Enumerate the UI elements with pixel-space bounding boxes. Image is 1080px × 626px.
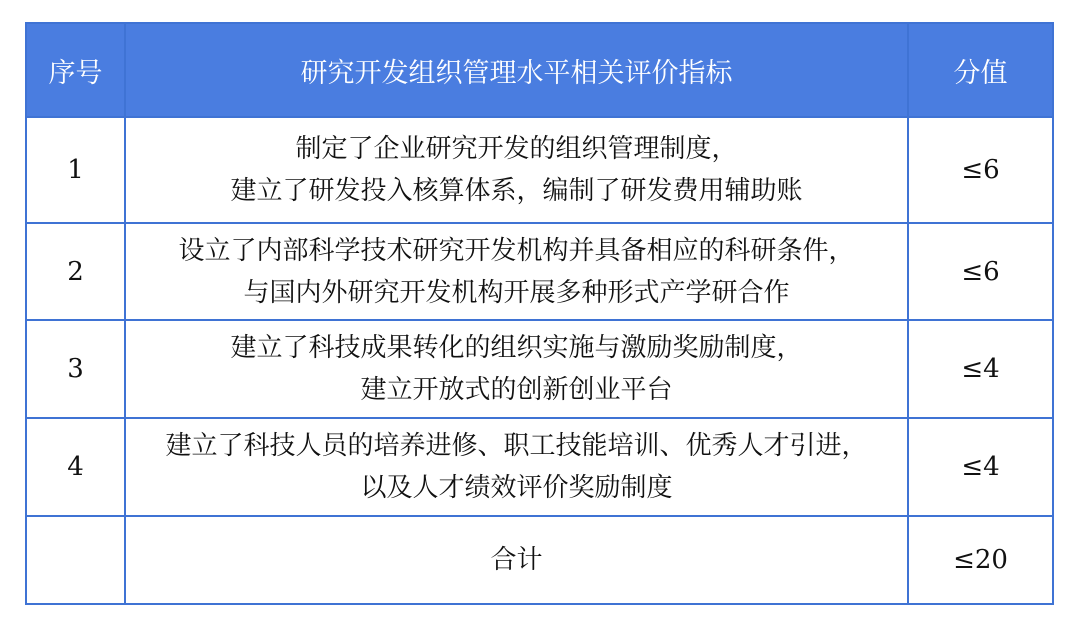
table-row <box>26 418 1053 516</box>
indicator-line: 制定了企业研究开发的组织管理制度， <box>295 134 738 164</box>
indicator-line: 与国内外研究开发机构开展多种形式产学研合作 <box>243 277 790 308</box>
row-score: ≤6 <box>908 223 1053 320</box>
table-row <box>26 117 1053 223</box>
indicator-line: 设立了内部科学技术研究开发机构并具备相应的科研条件， <box>178 235 855 266</box>
row-score: ≤4 <box>908 418 1053 516</box>
total-label: 合计 <box>125 516 908 604</box>
row-indicator <box>125 320 908 418</box>
table-header-row <box>26 23 1053 117</box>
row-no: 1 <box>26 117 125 223</box>
total-score: ≤20 <box>908 516 1053 604</box>
header-score: 分值 <box>908 23 1053 117</box>
indicator-line: 建立开放式的创新创业平台 <box>360 375 673 405</box>
table-row <box>26 223 1053 320</box>
evaluation-table-container <box>25 22 1054 605</box>
row-indicator <box>125 223 908 320</box>
indicator-line: 建立了科技人员的培养进修、职工技能培训、优秀人才引进， <box>165 431 868 461</box>
row-no: 4 <box>26 418 125 516</box>
evaluation-table <box>25 22 1054 605</box>
indicator-line: 以及人才绩效评价奖励制度 <box>360 473 673 503</box>
header-indicator: 研究开发组织管理水平相关评价指标 <box>125 23 908 117</box>
row-no: 2 <box>26 223 125 320</box>
header-no: 序号 <box>26 23 125 117</box>
row-no: 3 <box>26 320 125 418</box>
indicator-line: 建立了研发投入核算体系，编制了研发费用辅助账 <box>230 176 803 206</box>
indicator-line: 建立了科技成果转化的组织实施与激励奖励制度， <box>230 333 803 363</box>
row-indicator <box>125 418 908 516</box>
total-no-empty <box>26 516 125 604</box>
table-row <box>26 320 1053 418</box>
total-row <box>26 516 1053 604</box>
row-score: ≤6 <box>908 117 1053 223</box>
row-score: ≤4 <box>908 320 1053 418</box>
row-indicator <box>125 117 908 223</box>
